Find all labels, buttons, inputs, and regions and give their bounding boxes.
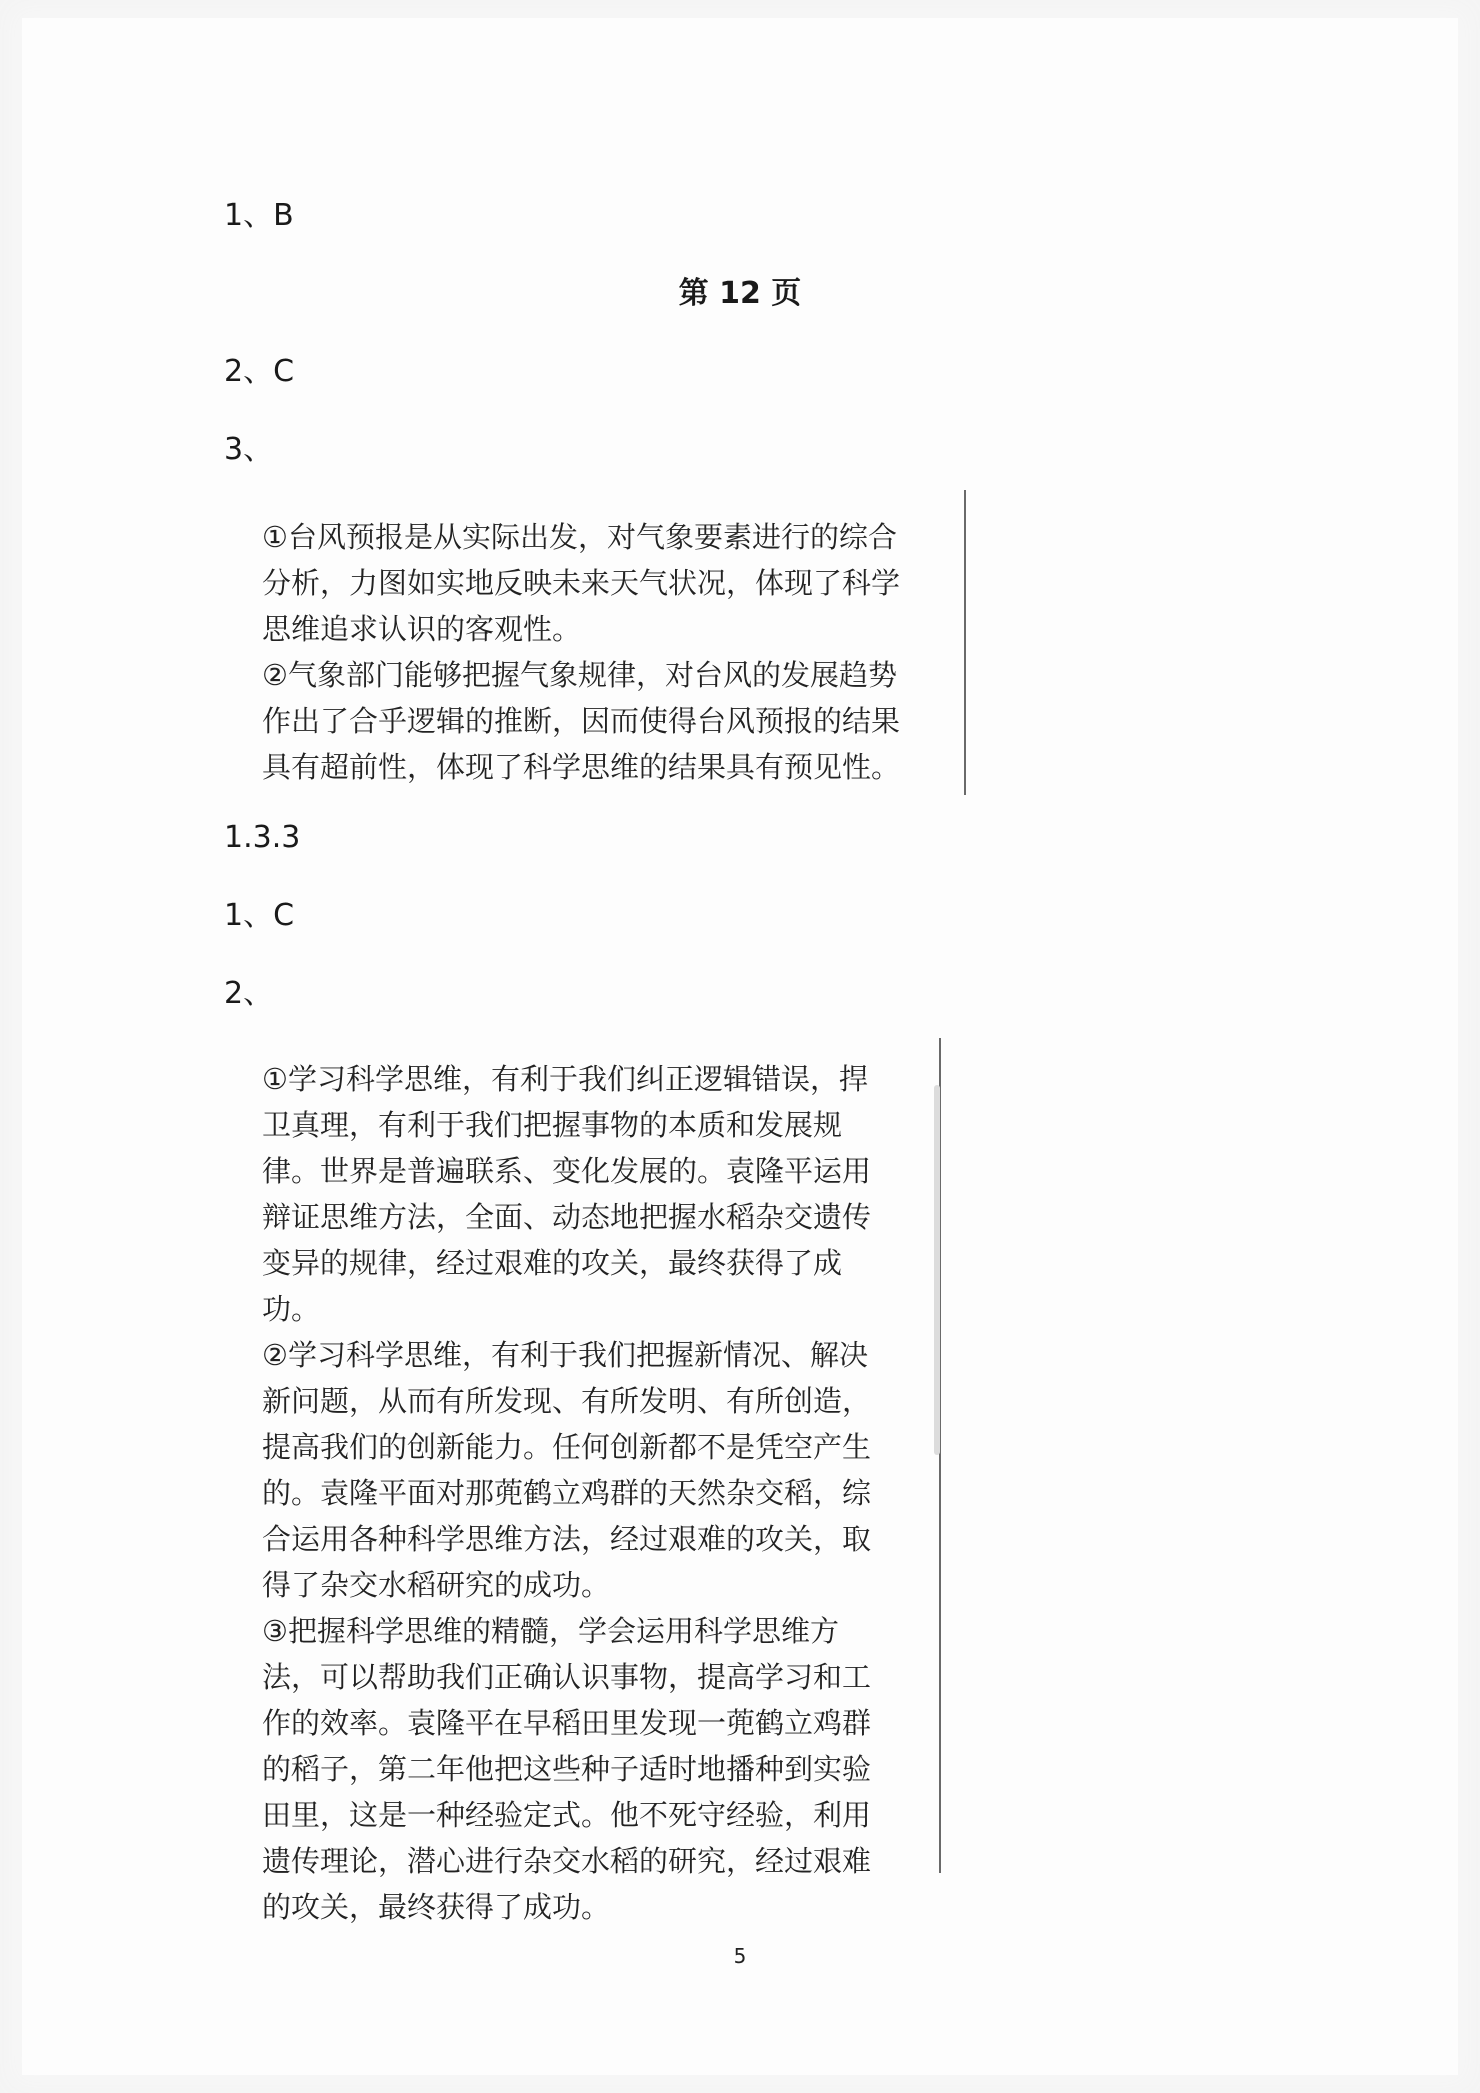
page-number: 5: [733, 1944, 747, 1968]
answer-item-2-section-2: 2、: [224, 976, 274, 1011]
answer-box-1-paragraph-1: ①台风预报是从实际出发，对气象要素进行的综合分析，力图如实地反映未来天气状况，体现了科学思维追求认识的客观性。: [262, 520, 901, 646]
answer-box-2-scrollbar[interactable]: [934, 1085, 940, 1455]
answer-item-3: 3、: [224, 432, 274, 467]
answer-box-2-paragraph-2: ②学习科学思维，有利于我们把握新情况、解决新问题，从而有所发现、有所发明、有所创造，提高我们的创新能力。任何创新都不是凭空产生的。袁隆平面对那蔸鹤立鸡群的天然杂交稻，综合运用各种科学思维方法，经过艰难的攻关，取得了杂交水稻研究的成功。: [262, 1338, 872, 1602]
section-number: 1.3.3: [224, 820, 301, 855]
answer-box-2-paragraph-3: ③把握科学思维的精髓，学会运用科学思维方法，可以帮助我们正确认识事物，提高学习和工作的效率。袁隆平在早稻田里发现一蔸鹤立鸡群的稻子，第二年他把这些种子适时地播种到实验田里，这是一种经验定式。他不死守经验，利用遗传理论，潜心进行杂交水稻的研究，经过艰难的攻关，最终获得了成功。: [262, 1614, 872, 1924]
answer-box-1-paragraph-2: ②气象部门能够把握气象规律，对台风的发展趋势作出了合乎逻辑的推断，因而使得台风预报的结果具有超前性，体现了科学思维的结果具有预见性。: [262, 658, 901, 784]
page-heading: 第 12 页: [678, 276, 802, 311]
answer-box-2[interactable]: [262, 1038, 941, 1924]
answer-item-2: 2、C: [224, 354, 295, 389]
answer-item-1: 1、B: [224, 198, 294, 233]
answer-box-1[interactable]: [262, 490, 966, 795]
answer-box-2-paragraph-1: ①学习科学思维，有利于我们纠正逻辑错误，捍卫真理，有利于我们把握事物的本质和发展规律。世界是普遍联系、变化发展的。袁隆平运用辩证思维方法，全面、动态地把握水稻杂交遗传变异的规律，经过艰难的攻关，最终获得了成功。: [262, 1062, 872, 1326]
answer-item-1-section-2: 1、C: [224, 898, 295, 933]
